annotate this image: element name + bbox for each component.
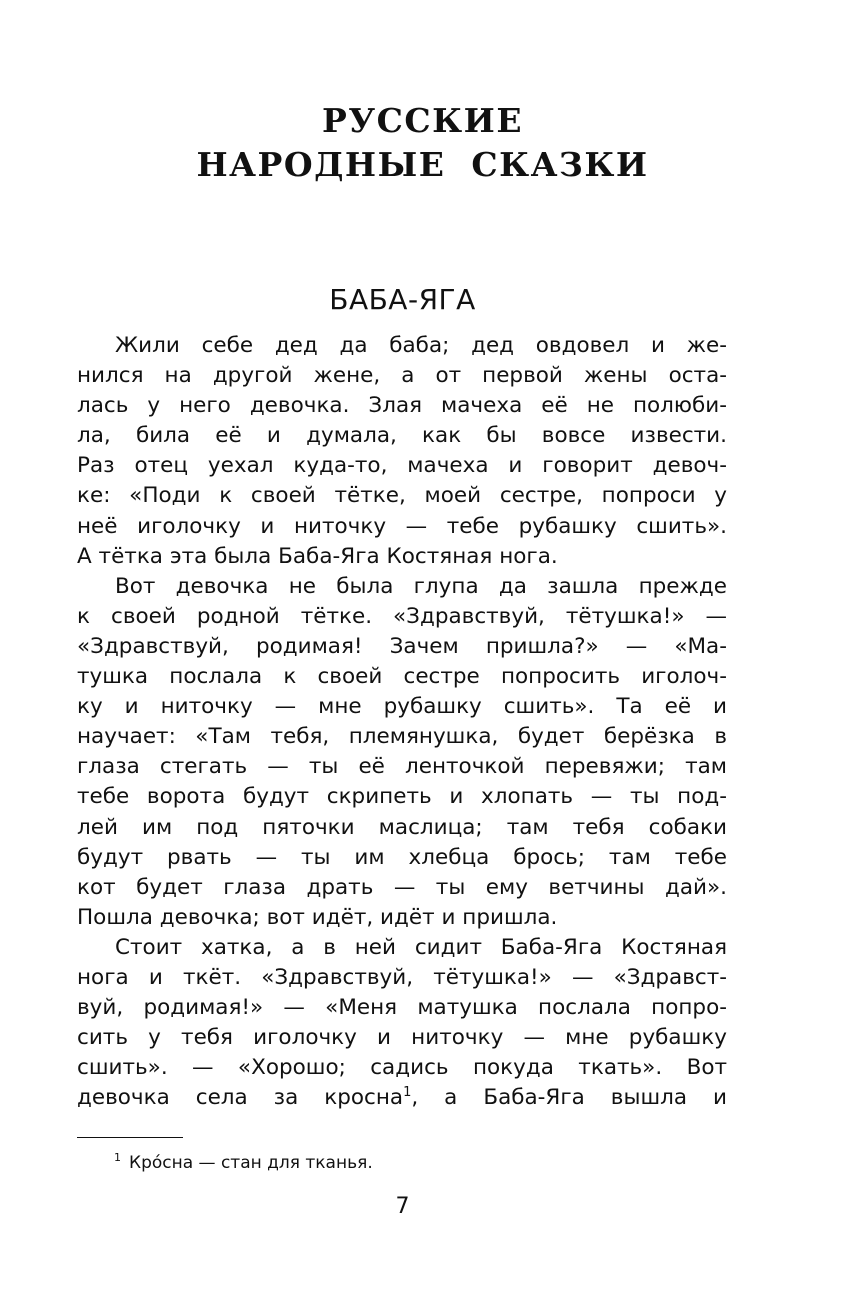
text-line: кот будет глаза драть — ты ему ветчины дай». <box>77 874 727 900</box>
text-line: Стоит хатка, а в ней сидит Баба-Яга Костяная <box>115 934 727 960</box>
text-line: А тётка эта была Баба-Яга Костяная нога. <box>77 543 558 569</box>
text-line: сшить». — «Хорошо; садись покуда ткать». Вот <box>77 1055 727 1081</box>
text-line: ку и ниточку — мне рубашку сшить». Та её и <box>77 694 727 720</box>
text-segment: девочка села за кросна <box>77 1085 404 1111</box>
text-line-with-footnote <box>77 1083 727 1113</box>
footnote-divider <box>77 1137 183 1138</box>
page-number: 7 <box>395 1194 410 1219</box>
text-line: глаза стегать — ты её ленточкой перевяжи; там <box>77 754 727 780</box>
text-line: будут рвать — ты им хлебца брось; там тебе <box>77 844 727 870</box>
text-line: Раз отец уехал куда-то, мачеха и говорит девоч- <box>77 453 727 479</box>
footnote-text: Крóсна — стан для тканья. <box>129 1153 373 1173</box>
text-line: Жили себе дед да баба; дед овдовел и же- <box>115 333 727 358</box>
text-line: неё иголочку и ниточку — тебе рубашку сшить». <box>77 513 727 539</box>
collection-title-line-2: НАРОДНЫЕ СКАЗКИ <box>196 145 649 184</box>
text-line: тушка послала к своей сестре попросить иголоч- <box>77 664 727 690</box>
text-line: Вот девочка не была глупа да зашла прежде <box>115 573 727 599</box>
text-line: научает: «Там тебя, племянушка, будет берёзка в <box>77 724 727 750</box>
footnote <box>114 1151 373 1175</box>
text-line: ке: «Поди к своей тётке, моей сестре, попроси у <box>77 483 727 509</box>
text-line: к своей родной тётке. «Здравствуй, тётушка!» — <box>77 603 727 629</box>
text-line: вуй, родимая!» — «Меня матушка послала попро- <box>77 995 727 1021</box>
story-text <box>77 331 727 1113</box>
text-line: нился на другой жене, а от первой жены оста- <box>77 363 727 389</box>
story-title: БАБА-ЯГА <box>329 283 476 316</box>
text-segment: , а Баба-Яга вышла и <box>411 1085 727 1111</box>
collection-title-line-1: РУССКИЕ <box>322 101 523 140</box>
text-line: тебе ворота будут скрипеть и хлопать — ты под- <box>77 784 727 810</box>
text-line: Пошла девочка; вот идёт, идёт и пришла. <box>77 904 558 930</box>
text-line: ла, била её и думала, как бы вовсе извести. <box>77 423 727 449</box>
text-line: нога и ткёт. «Здравствуй, тётушка!» — «Здравст- <box>77 964 727 990</box>
text-line: лей им под пяточки маслица; там тебя собаки <box>77 814 727 840</box>
text-line: сить у тебя иголочку и ниточку — мне рубашку <box>77 1025 727 1051</box>
text-line: лась у него девочка. Злая мачеха её не полюби- <box>77 393 727 419</box>
footnote-reference[interactable]: 1 <box>403 1085 412 1101</box>
text-line: «Здравствуй, родимая! Зачем пришла?» — «Ма- <box>77 633 727 659</box>
footnote-mark: 1 <box>114 1151 121 1164</box>
